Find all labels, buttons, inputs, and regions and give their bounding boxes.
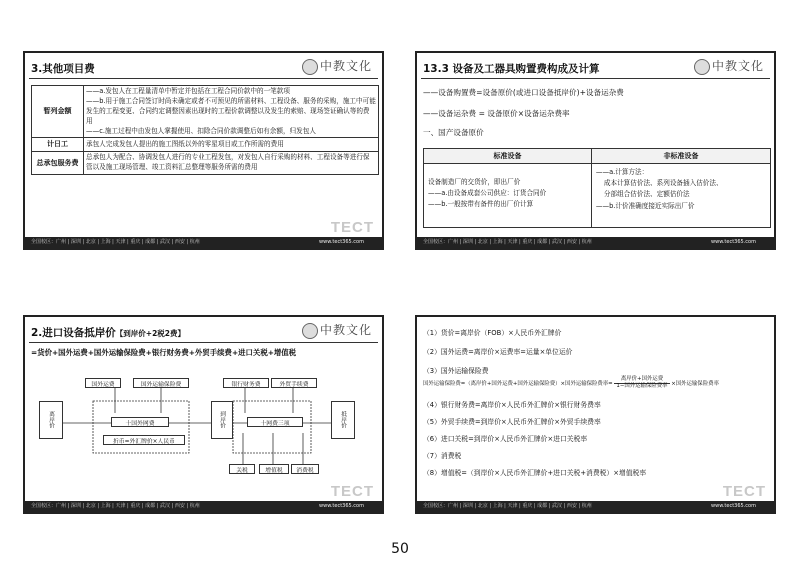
row-label: 总承包服务费 [32, 151, 84, 174]
title-text: 2.进口设备抵岸价 [31, 327, 116, 339]
formula-item: （8）增值税=（到岸价×人民币外汇牌价+进口关税+消费税）×增值税率 [423, 469, 647, 477]
insurance-formula-prefix: 国外运输保险费=（离岸价+国外运费+国外运输保险费）×国外运输保险费率= [423, 380, 613, 387]
table-row [32, 151, 379, 174]
logo-text: 中教文化 [319, 323, 372, 337]
slide-equipment-purchase-cost [415, 51, 776, 250]
row-label: 计日工 [32, 138, 84, 152]
formula-item: （5）外贸手续费=到岸价×人民币外汇牌价×外贸手续费率 [423, 418, 601, 426]
formula-line: =货价+国外运费+国外运输保险费+银行财务费+外贸手续费+进口关税+增值税 [31, 348, 297, 357]
footer-url: www.tect365.com [711, 503, 756, 509]
table-row [32, 86, 379, 138]
row-content [84, 151, 379, 174]
logo-text: 中教文化 [711, 59, 764, 73]
row-line: ——b.用于施工合同签订时尚未确定或者不可预见的所需材料、工程设备、服务的采购，施工中可能发生的工程变更、合同约定调整因素出现时的工程价款调整以及发生的索赔、现场签证确认等的费用 [86, 96, 376, 125]
cell-line: ——b.计价准确度接近实际出厂价 [595, 201, 695, 210]
slide-import-price-formulas [415, 315, 776, 514]
equipment-table [423, 148, 771, 228]
slide-footer [417, 237, 774, 248]
box-vat: 增值税 [259, 464, 289, 474]
formula-item: （2）国外运费=离岸价×运费率=运量×单位运价 [423, 348, 573, 356]
footer-url: www.tect365.com [711, 239, 756, 245]
watermark: TECT [330, 219, 374, 236]
box-foreign-freight: 国外运费 [85, 378, 121, 388]
fraction-denominator: 1−国外运输保险费率 [616, 382, 668, 389]
cell-line: 成本计算估价法、系列设备插入估价法、 [603, 179, 723, 188]
row-line: ——c.施工过程中由发包人掌握使用、扣除合同价款调整后如有余额，归发包人 [86, 126, 316, 135]
logo-emblem-icon [302, 323, 318, 339]
title-subtitle: 【到岸价+2税2费】 [115, 329, 186, 338]
formula-item: （6）进口关税=到岸价×人民币外汇牌价×进口关税率 [423, 435, 588, 443]
box-cif-step: 十国外网费 [111, 417, 169, 427]
box-fee-step: 十网费三项 [247, 417, 303, 427]
logo [302, 57, 372, 75]
box-exchange-rate: 折币=外汇牌价×人民币 [103, 435, 185, 445]
box-cif-price: 到岸价 [211, 401, 233, 439]
logo-text: 中教文化 [319, 59, 372, 73]
table-header-row [424, 149, 771, 164]
row-label: 暂列金额 [32, 86, 84, 138]
row-content [84, 86, 379, 138]
slide-title [31, 325, 185, 340]
box-bank-fee: 银行财务费 [223, 378, 269, 388]
logo-emblem-icon [694, 59, 710, 75]
footer-text: 全国校区：广州 | 深圳 | 北京 | 上海 | 天津 | 重庆 | 成都 | 武汉 | 西安 | 杭州 [31, 503, 200, 509]
table-cell [591, 164, 770, 228]
footer-url: www.tect365.com [319, 503, 364, 509]
watermark: TECT [330, 483, 374, 500]
insurance-formula [423, 377, 719, 390]
table-row [424, 164, 771, 228]
column-header: 标准设备 [424, 149, 592, 164]
fees-table [31, 85, 379, 175]
formula-line: ——设备购置费=设备原价(或进口设备抵岸价)+设备运杂费 [423, 88, 624, 97]
title-divider [29, 342, 378, 343]
slide-import-equipment-price [23, 315, 384, 514]
slide-footer [25, 501, 382, 512]
box-foreign-insurance: 国外运输保险费 [133, 378, 189, 388]
slide-title: 3.其他项目费 [31, 63, 95, 75]
cell-line: ——a.计算方法： [595, 168, 649, 176]
fraction-numerator: 离岸价+国外运费 [614, 377, 669, 384]
box-trade-fee: 外贸手续费 [271, 378, 317, 388]
insurance-formula-suffix: ×国外运输保险费率 [671, 380, 719, 387]
logo [694, 57, 764, 75]
formula-item: （3）国外运输保险费 [423, 367, 489, 375]
title-divider [29, 78, 378, 79]
title-divider [421, 78, 770, 79]
row-line: 承包人完成发包人提出的施工图纸以外的零星项目或工作所需的费用 [86, 139, 284, 148]
cell-line: ——a.由设备成套公司供应：订货合同价 [428, 189, 547, 198]
row-line: 总承包人为配合、协调发包人进行的专业工程发包，对发包人自行采购的材料、工程设备等进行保管以及施工现场管理、竣工资料汇总整理等服务所需的费用 [86, 152, 370, 171]
section-heading: 一、国产设备原价 [423, 128, 484, 137]
insurance-fraction [614, 377, 669, 390]
footer-url: www.tect365.com [319, 239, 364, 245]
footer-text: 全国校区：广州 | 深圳 | 北京 | 上海 | 天津 | 重庆 | 成都 | 武汉 | 西安 | 杭州 [31, 239, 200, 245]
footer-text: 全国校区：广州 | 深圳 | 北京 | 上海 | 天津 | 重庆 | 成都 | 武汉 | 西安 | 杭州 [423, 239, 592, 245]
cell-line: 分部组合估价法、定额估价法 [603, 190, 690, 199]
row-content [84, 138, 379, 152]
box-fob-price: 离岸价 [39, 401, 63, 439]
formula-item: （7）消费税 [423, 452, 462, 460]
table-cell [424, 164, 592, 228]
box-customs-duty: 关税 [229, 464, 255, 474]
box-landed-price: 抵岸价 [331, 401, 355, 439]
formula-item: （4）银行财务费=离岸价×人民币外汇牌价×银行财务费率 [423, 401, 601, 409]
row-line: ——a.发包人在工程量清单中暂定并包括在工程合同价款中的一笔款项 [86, 87, 290, 95]
logo-emblem-icon [302, 59, 318, 75]
page-number: 50 [391, 541, 409, 557]
logo [302, 321, 372, 339]
slide-other-project-fees [23, 51, 384, 250]
slide-footer [417, 501, 774, 512]
watermark: TECT [722, 483, 766, 500]
slide-title: 13.3 设备及工器具购置费构成及计算 [423, 63, 600, 75]
formula-item: （1）货价=离岸价（FOB）×人民币外汇牌价 [423, 329, 562, 337]
cell-line: ——b.一般按带有备件的出厂价计算 [428, 200, 534, 209]
column-header: 非标准设备 [591, 149, 770, 164]
formula-line: ——设备运杂费 = 设备原价×设备运杂费率 [423, 109, 570, 118]
footer-text: 全国校区：广州 | 深圳 | 北京 | 上海 | 天津 | 重庆 | 成都 | 武汉 | 西安 | 杭州 [423, 503, 592, 509]
table-row [32, 138, 379, 152]
cif-group [93, 401, 189, 453]
slide-footer [25, 237, 382, 248]
cell-line: 设备制造厂的交货价，即出厂价 [428, 178, 521, 186]
box-consumption-tax: 消费税 [291, 464, 319, 474]
